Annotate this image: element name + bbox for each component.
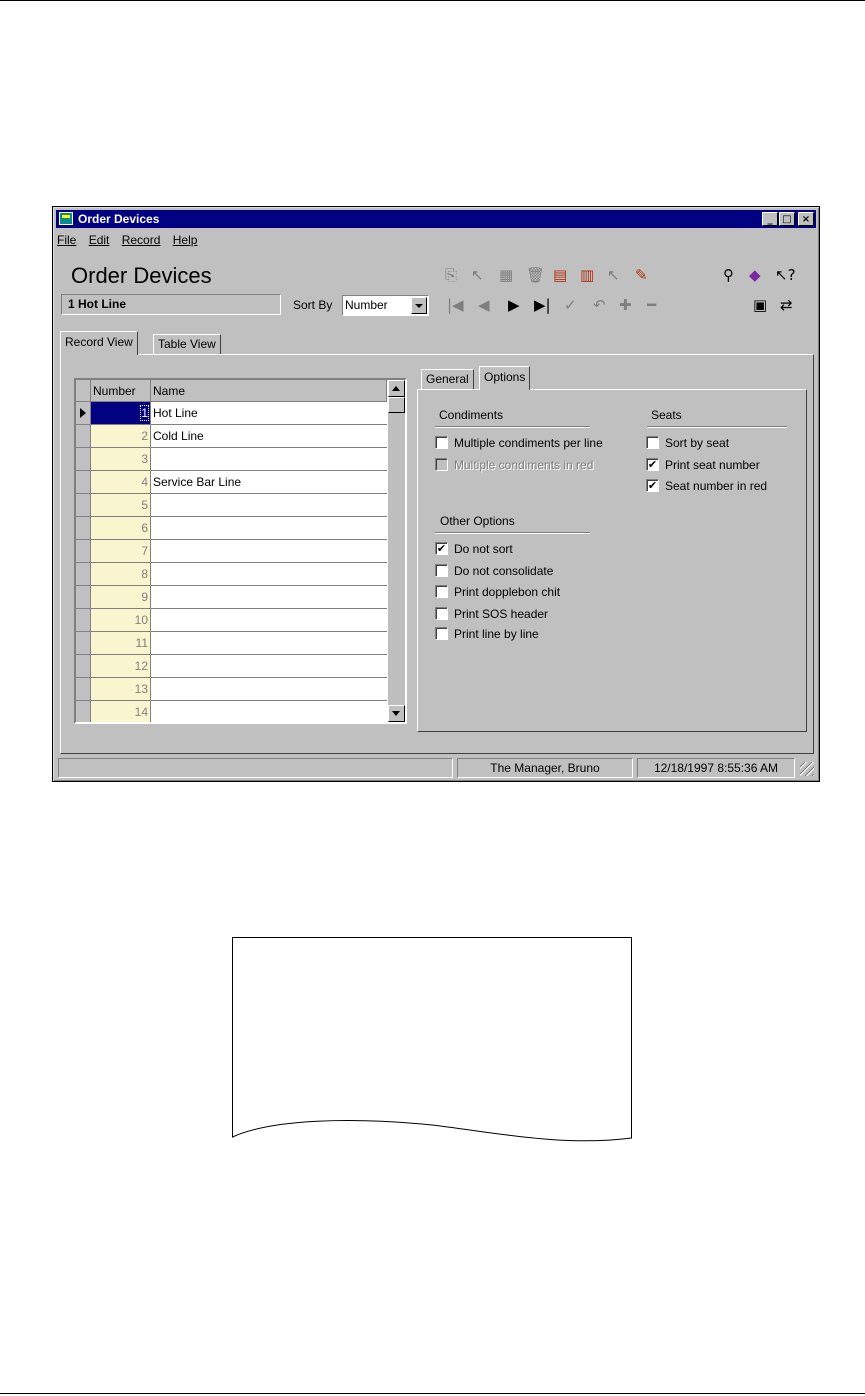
tab-general[interactable]: General <box>421 369 474 389</box>
table-row[interactable] <box>76 402 387 425</box>
row-number-cell[interactable]: 8 <box>91 563 151 586</box>
page-bottom-rule <box>0 1393 865 1394</box>
form-title: Order Devices <box>71 263 212 288</box>
checkbox-box <box>435 627 448 640</box>
seats-group-label: Seats <box>651 408 682 422</box>
next-record-icon[interactable]: ▶ <box>508 296 520 314</box>
do-not-sort-checkbox[interactable]: ✔ Do not sort <box>436 542 513 556</box>
status-user: The Manager, Bruno <box>457 758 633 778</box>
row-number-cell[interactable]: 5 <box>91 494 151 517</box>
add-record-icon[interactable]: ✚ <box>619 296 632 314</box>
minimize-button[interactable]: _ <box>762 212 778 226</box>
table-row[interactable] <box>76 563 387 586</box>
seat-number-red-checkbox[interactable]: ✔ Seat number in red <box>647 479 768 493</box>
row-name-cell[interactable] <box>151 517 387 540</box>
row-number-cell[interactable]: 1 <box>91 402 151 425</box>
window-icon[interactable]: ▣ <box>753 296 768 314</box>
row-number-cell[interactable]: 9 <box>91 586 151 609</box>
remove-record-icon[interactable]: ━ <box>647 296 657 314</box>
tab-record-view[interactable]: Record View <box>60 331 138 355</box>
seats-divider <box>647 426 787 428</box>
row-selector[interactable] <box>76 655 91 678</box>
checkbox-box <box>435 585 448 598</box>
page-top-rule <box>0 0 865 1</box>
multiple-condiments-checkbox[interactable]: Multiple condiments per line <box>435 436 603 450</box>
undo-icon[interactable]: ↶ <box>593 296 606 314</box>
table-row[interactable] <box>76 448 387 471</box>
devices-grid[interactable] <box>74 378 407 724</box>
scroll-up-icon[interactable] <box>388 380 405 397</box>
sort-by-seat-checkbox[interactable]: Sort by seat <box>646 436 729 450</box>
sort-by-value: Number <box>345 298 388 312</box>
row-selector[interactable] <box>76 448 91 471</box>
multiple-condiments-red-checkbox: Multiple condiments in red <box>435 458 593 472</box>
sort-by-select[interactable] <box>342 295 429 316</box>
condiments-group-label: Condiments <box>439 408 504 422</box>
row-selector[interactable] <box>76 402 91 425</box>
binoculars-icon[interactable]: ⚲ <box>723 266 734 284</box>
table-row[interactable] <box>76 471 387 494</box>
column-header-number[interactable]: Number <box>91 380 151 402</box>
row-number-cell[interactable]: 7 <box>91 540 151 563</box>
row-name-cell[interactable] <box>151 448 387 471</box>
print-sos-header-checkbox[interactable]: Print SOS header <box>435 607 548 621</box>
menu-file[interactable]: File <box>57 233 77 247</box>
row-name-cell[interactable] <box>151 655 387 678</box>
menu-edit[interactable]: Edit <box>88 233 110 247</box>
table-row[interactable] <box>76 586 387 609</box>
table-row[interactable] <box>76 701 387 724</box>
column-header-name[interactable]: Name <box>151 380 387 402</box>
menu-help[interactable]: Help <box>172 233 198 247</box>
check-icon: ✔ <box>647 458 658 471</box>
maximize-button[interactable]: □ <box>779 212 795 226</box>
network-icon[interactable]: ⇄ <box>780 296 793 314</box>
menu-bar <box>57 230 206 250</box>
wand-icon[interactable]: ↖ <box>607 266 620 284</box>
checkbox-box <box>435 436 448 449</box>
tab-options[interactable]: Options <box>479 366 530 390</box>
first-record-icon[interactable]: |◀ <box>447 296 464 314</box>
menu-record[interactable]: Record <box>121 233 161 247</box>
checkbox-box <box>435 564 448 577</box>
table-row[interactable] <box>76 425 387 448</box>
row-number-cell[interactable]: 13 <box>91 678 151 701</box>
row-name-cell[interactable]: Service Bar Line <box>151 471 387 494</box>
row-name-cell[interactable]: Cold Line <box>151 425 387 448</box>
check-icon: ✔ <box>436 542 447 555</box>
edit-record-icon[interactable]: ✓ <box>564 296 577 314</box>
check-icon: ✔ <box>647 479 658 492</box>
row-selector[interactable] <box>76 701 91 724</box>
row-name-cell[interactable] <box>151 701 387 724</box>
table-row[interactable] <box>76 517 387 540</box>
resize-grip-icon[interactable] <box>800 762 814 776</box>
row-number-cell[interactable]: 11 <box>91 632 151 655</box>
row-number-cell[interactable]: 2 <box>91 425 151 448</box>
checkbox-box <box>646 436 659 449</box>
color-icon[interactable]: ✎ <box>635 266 648 284</box>
table-row[interactable] <box>76 540 387 563</box>
print-dopplebon-chit-checkbox[interactable]: Print dopplebon chit <box>435 585 560 599</box>
row-number-cell[interactable]: 4 <box>91 471 151 494</box>
sort-by-label: Sort By <box>293 298 333 312</box>
find-replace-icon[interactable]: ▦ <box>499 266 514 284</box>
copy-icon[interactable]: ⎘ <box>445 266 458 284</box>
row-number-cell[interactable]: 3 <box>91 448 151 471</box>
row-selector[interactable] <box>76 425 91 448</box>
row-name-cell[interactable] <box>151 609 387 632</box>
other-options-divider <box>435 532 590 534</box>
do-not-consolidate-checkbox[interactable]: Do not consolidate <box>435 564 553 578</box>
context-help-icon[interactable]: ↖? <box>775 266 796 284</box>
row-selector[interactable] <box>76 586 91 609</box>
paste-icon[interactable]: ↖ <box>471 266 484 284</box>
row-selector[interactable] <box>76 471 91 494</box>
other-options-group-label: Other Options <box>440 514 515 528</box>
row-selector[interactable] <box>76 678 91 701</box>
print-line-by-line-checkbox[interactable]: Print line by line <box>435 627 539 641</box>
row-name-cell[interactable] <box>151 563 387 586</box>
table-row[interactable] <box>76 494 387 517</box>
table-row[interactable] <box>76 609 387 632</box>
status-message <box>58 758 453 778</box>
row-name-cell[interactable] <box>151 586 387 609</box>
row-name-cell[interactable] <box>151 494 387 517</box>
order-devices-window <box>52 206 820 782</box>
chevron-down-icon[interactable] <box>411 297 427 314</box>
last-record-icon[interactable]: ▶| <box>534 296 551 314</box>
grid-corner <box>76 380 91 402</box>
app-icon[interactable] <box>59 212 73 225</box>
scroll-down-icon[interactable] <box>388 705 405 722</box>
row-number-cell[interactable]: 12 <box>91 655 151 678</box>
table-row[interactable] <box>76 632 387 655</box>
title-bar[interactable] <box>56 210 816 228</box>
row-name-cell[interactable] <box>151 678 387 701</box>
chart-icon[interactable]: ▥ <box>580 266 595 284</box>
row-name-cell[interactable] <box>151 632 387 655</box>
row-number-cell[interactable]: 14 <box>91 701 151 724</box>
tab-table-view[interactable]: Table View <box>153 334 221 354</box>
report-icon[interactable]: ▤ <box>553 266 568 284</box>
row-selector[interactable] <box>76 517 91 540</box>
close-button[interactable]: × <box>798 212 814 226</box>
row-name-cell[interactable]: Hot Line <box>151 402 387 425</box>
row-selector[interactable] <box>76 609 91 632</box>
row-name-cell[interactable] <box>151 540 387 563</box>
condiments-divider <box>435 426 590 428</box>
table-row[interactable] <box>76 678 387 701</box>
book-icon[interactable]: ◆ <box>749 266 761 284</box>
delete-icon[interactable]: 🗑 <box>526 266 546 284</box>
row-selector[interactable] <box>76 540 91 563</box>
grid-scrollbar[interactable] <box>388 380 405 722</box>
row-selector[interactable] <box>76 563 91 586</box>
scroll-thumb[interactable] <box>388 397 405 413</box>
chit-paper-shape <box>232 937 632 1143</box>
print-seat-number-checkbox[interactable]: ✔ Print seat number <box>647 458 760 472</box>
table-row[interactable] <box>76 655 387 678</box>
checkbox-box <box>435 607 448 620</box>
window-title: Order Devices <box>78 212 160 226</box>
options-panel <box>417 389 807 732</box>
current-record-field: 1 Hot Line <box>61 294 281 315</box>
previous-record-icon[interactable]: ◀ <box>478 296 490 314</box>
row-selector[interactable] <box>76 494 91 517</box>
row-selector[interactable] <box>76 632 91 655</box>
row-number-cell[interactable]: 10 <box>91 609 151 632</box>
status-datetime: 12/18/1997 8:55:36 AM <box>637 758 795 778</box>
row-number-cell[interactable]: 6 <box>91 517 151 540</box>
checkbox-box <box>435 458 448 471</box>
